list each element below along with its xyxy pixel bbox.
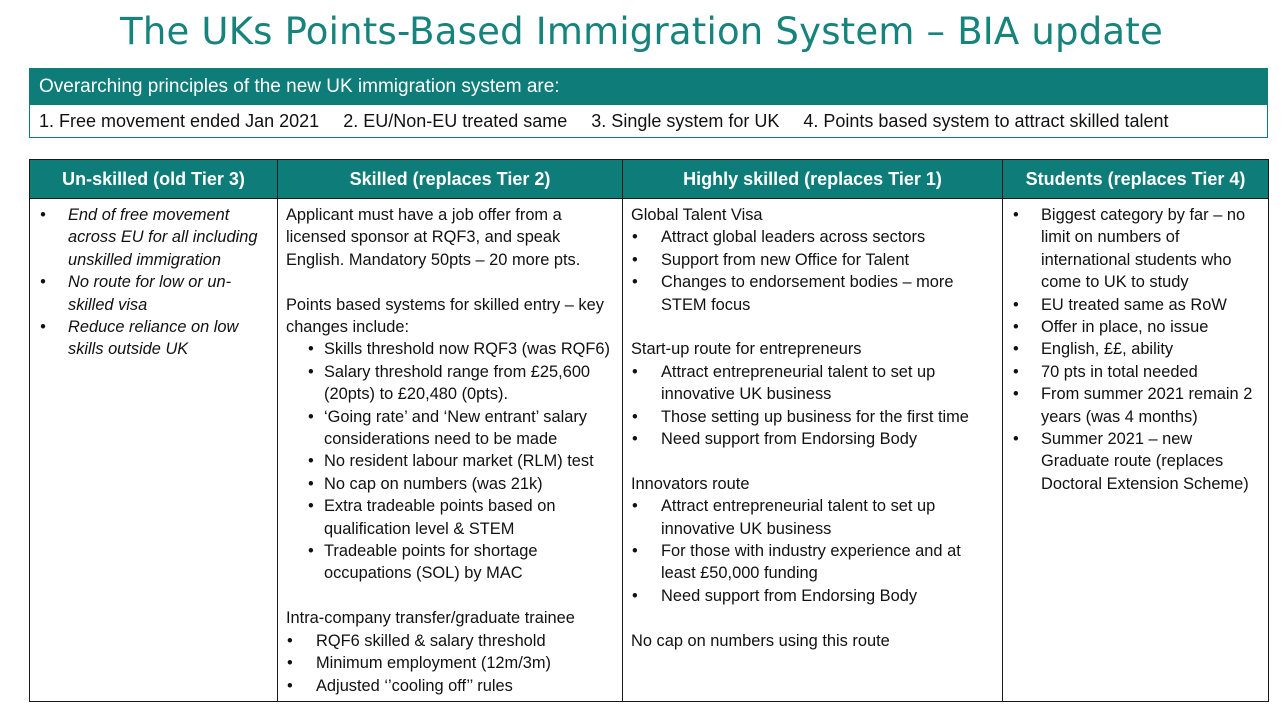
- list-item: • Minimum employment (12m/3m): [286, 652, 616, 674]
- list-item: • RQF6 skilled & salary threshold: [286, 630, 616, 652]
- principle-item: 4. Points based system to attract skilled talent: [803, 111, 1169, 131]
- list-item: • English, ££, ability: [1011, 338, 1262, 360]
- principle-item: 2. EU/Non-EU treated same: [343, 111, 568, 131]
- list-item: • Salary threshold range from £25,600 (20pts) to £20,480 (0pts).: [286, 361, 616, 406]
- list-item: • Skills threshold now RQF3 (was RQF6): [286, 338, 616, 360]
- skilled-intro: Applicant must have a job offer from a licensed sponsor at RQF3, and speak English. Mandatory 50pts – 20 more pts.: [286, 206, 581, 269]
- list-item: • ‘Going rate’ and ‘New entrant’ salary considerations need to be made: [286, 406, 616, 451]
- list-item: • Need support from Endorsing Body: [631, 428, 996, 450]
- list-item: • Attract global leaders across sectors: [631, 226, 996, 248]
- startup-list: [631, 361, 996, 451]
- skilled-points-heading: Points based systems for skilled entry – key changes include:: [286, 295, 604, 337]
- principles-heading: Overarching principles of the new UK immigration system are:: [30, 69, 1267, 105]
- startup-heading: Start-up route for entrepreneurs: [631, 340, 862, 359]
- list-item: • Reduce reliance on low skills outside UK: [38, 316, 271, 361]
- table-header-row: [30, 160, 1269, 199]
- category-table: [29, 159, 1269, 702]
- list-item: • Attract entrepreneurial talent to set up innovative UK business: [631, 361, 996, 406]
- list-item: • From summer 2021 remain 2 years (was 4 months): [1011, 383, 1262, 428]
- principle-item: 1. Free movement ended Jan 2021: [39, 111, 320, 131]
- header-students: Students (replaces Tier 4): [1003, 160, 1269, 199]
- cell-highly-skilled: [623, 199, 1003, 702]
- list-item: • For those with industry experience and at least £50,000 funding: [631, 540, 996, 585]
- highly-skilled-footer: No cap on numbers using this route: [631, 631, 890, 650]
- cell-students: [1003, 199, 1269, 702]
- principles-box: [29, 68, 1268, 138]
- ict-heading: Intra-company transfer/graduate trainee: [286, 609, 575, 628]
- list-item: • 70 pts in total needed: [1011, 361, 1262, 383]
- list-item: • End of free movement across EU for all including unskilled immigration: [38, 204, 271, 271]
- list-item: • Adjusted ‘’cooling off’’ rules: [286, 675, 616, 697]
- students-list: [1011, 204, 1262, 495]
- list-item: • Extra tradeable points based on qualification level & STEM: [286, 495, 616, 540]
- header-highly-skilled: Highly skilled (replaces Tier 1): [623, 160, 1003, 199]
- header-skilled: Skilled (replaces Tier 2): [278, 160, 623, 199]
- slide-title: The UKs Points-Based Immigration System – BIA update: [120, 10, 1163, 53]
- cell-skilled: [278, 199, 623, 702]
- gtv-list: [631, 226, 996, 316]
- ict-list: [286, 630, 616, 697]
- innovators-heading: Innovators route: [631, 474, 750, 493]
- list-item: • Tradeable points for shortage occupations (SOL) by MAC: [286, 540, 616, 585]
- innovators-list: [631, 495, 996, 607]
- list-item: • Offer in place, no issue: [1011, 316, 1262, 338]
- unskilled-list: [38, 204, 271, 361]
- list-item: • Need support from Endorsing Body: [631, 585, 996, 607]
- list-item: • No route for low or un-skilled visa: [38, 271, 271, 316]
- header-unskilled: Un-skilled (old Tier 3): [30, 160, 278, 199]
- list-item: • Support from new Office for Talent: [631, 249, 996, 271]
- list-item: • No resident labour market (RLM) test: [286, 450, 616, 472]
- list-item: • Changes to endorsement bodies – more STEM focus: [631, 271, 996, 316]
- list-item: • EU treated same as RoW: [1011, 294, 1262, 316]
- list-item: • No cap on numbers (was 21k): [286, 473, 616, 495]
- principles-list: [30, 105, 1267, 138]
- list-item: • Attract entrepreneurial talent to set up innovative UK business: [631, 495, 996, 540]
- list-item: • Summer 2021 – new Graduate route (replaces Doctoral Extension Scheme): [1011, 428, 1262, 495]
- cell-unskilled: [30, 199, 278, 702]
- principle-item: 3. Single system for UK: [591, 111, 780, 131]
- skilled-points-list: [286, 338, 616, 584]
- list-item: • Those setting up business for the first time: [631, 406, 996, 428]
- gtv-heading: Global Talent Visa: [631, 206, 763, 224]
- table-body-row: [30, 199, 1269, 702]
- list-item: • Biggest category by far – no limit on numbers of international students who come to UK to study: [1011, 204, 1262, 294]
